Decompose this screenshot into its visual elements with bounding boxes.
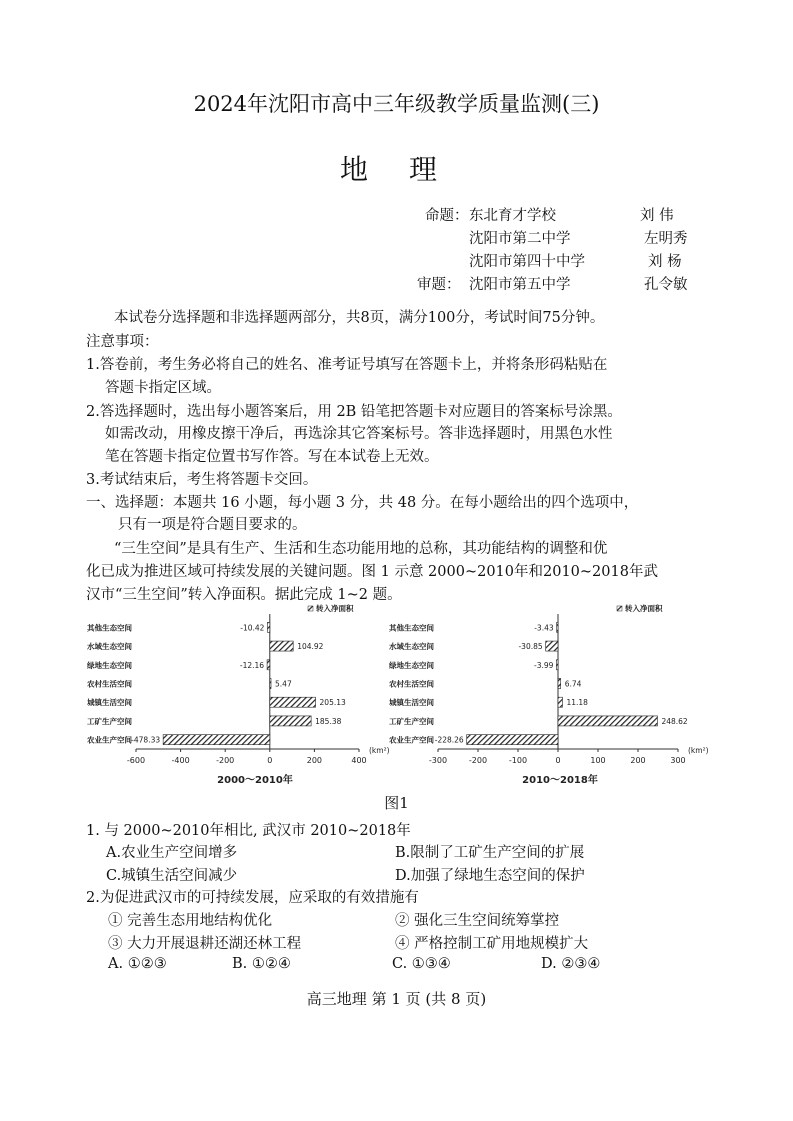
- data-label: -228.26: [434, 735, 464, 745]
- chart-2000-2010: [80, 606, 400, 786]
- q2-choice-c: C. ①③④: [392, 956, 451, 972]
- q1-option-a: A.农业生产空间增多: [106, 845, 238, 861]
- data-label: -10.42: [240, 623, 265, 633]
- x-tick-label: 0: [555, 756, 561, 765]
- data-label: 5.47: [275, 679, 292, 689]
- x-tick-label: 400: [351, 756, 367, 765]
- category-label: 水域生态空间: [389, 642, 434, 652]
- data-bar: [557, 622, 558, 632]
- staff-role: 命题：: [425, 208, 469, 224]
- staff-name: 孔令敏: [644, 277, 688, 293]
- data-label: 185.38: [315, 716, 342, 726]
- page-footer: 高三地理 第 1 页 (共 8 页): [306, 990, 487, 1008]
- data-label: 6.74: [564, 679, 582, 689]
- q2-choice-a: A. ①②③: [108, 956, 167, 972]
- unit-label: (km²): [369, 746, 390, 755]
- category-label: 绿地生态空间: [87, 660, 132, 670]
- x-tick-label: 300: [670, 756, 686, 765]
- q1-option-c: C.城镇生活空间减少: [106, 868, 238, 884]
- data-bar: [556, 660, 558, 670]
- data-bar: [163, 735, 270, 745]
- data-label: 248.62: [661, 716, 688, 726]
- q1-option-b: B.限制了工矿生产空间的扩展: [395, 845, 585, 861]
- category-label: 工矿生产空间: [87, 716, 132, 726]
- q2-choice-d: D. ②③④: [541, 956, 601, 972]
- note-line: 2.答选择题时，选出每小题答案后，用 2B 铅笔把答题卡对应题目的答案标号涂黑。: [86, 404, 622, 420]
- note-line: 3.考试结束后，考生将答题卡交回。: [86, 472, 318, 488]
- staff-school: 沈阳市第四十中学: [469, 254, 585, 270]
- category-label: 绿地生态空间: [389, 660, 434, 670]
- q2-statement: ③ 大力开展退耕还湖还林工程: [108, 936, 302, 952]
- data-bar: [546, 641, 558, 651]
- data-label: 104.92: [297, 642, 324, 652]
- note-line: 1.答卷前，考生务必将自己的姓名、准考证号填写在答题卡上，并将条形码粘贴在: [86, 357, 608, 373]
- x-tick-label: 200: [306, 756, 323, 765]
- x-tick-label: 200: [630, 756, 646, 765]
- legend-swatch: [308, 606, 313, 611]
- passage-line: 化已成为推进区域可持续发展的关键问题。图 1 示意 2000~2010年和2010~2018年武: [86, 564, 658, 580]
- data-label: -30.85: [518, 642, 543, 652]
- data-label: -3.43: [534, 623, 554, 633]
- q2-choice-b: B. ①②④: [232, 956, 291, 972]
- data-label: -478.33: [131, 735, 161, 745]
- intro-text: 本试卷分选择题和非选择题两部分，共8页，满分100分，考试时间75分钟。: [114, 310, 605, 326]
- staff-school: 沈阳市第五中学: [469, 277, 571, 293]
- staff-role: 审题：: [417, 277, 461, 293]
- category-label: 城镇生活空间: [389, 698, 434, 708]
- legend-label: 转入净面积: [625, 604, 663, 613]
- category-label: 农业生产空间: [389, 735, 434, 745]
- x-tick-label: -200: [216, 756, 235, 765]
- category-label: 其他生态空间: [389, 623, 434, 633]
- unit-label: (km²): [688, 746, 709, 755]
- data-bar: [467, 735, 558, 745]
- x-tick-label: 100: [590, 756, 606, 765]
- note-line: 如需改动，用橡皮擦干净后，再选涂其它答案标号。答非选择题时，用黑色水性: [105, 426, 613, 442]
- data-label: -12.16: [239, 660, 265, 670]
- section-heading: 只有一项是符合题目要求的。: [118, 517, 307, 533]
- category-label: 农村生活空间: [389, 679, 434, 689]
- category-label: 城镇生活空间: [87, 698, 132, 708]
- x-tick-label: 0: [267, 756, 273, 765]
- q2-statement: ② 强化三生空间统筹掌控: [395, 913, 560, 929]
- staff-school: 沈阳市第二中学: [469, 231, 571, 247]
- staff-name: 左明秀: [644, 231, 688, 247]
- data-bar: [558, 697, 562, 707]
- question-1-stem: 1. 与 2000~2010年相比, 武汉市 2010~2018年: [86, 823, 411, 839]
- chart-title: 2000～2010年: [217, 775, 293, 786]
- chart-2010-2018: [355, 606, 715, 786]
- category-label: 其他生态空间: [87, 623, 132, 633]
- x-tick-label: -600: [126, 756, 146, 765]
- data-bar: [270, 697, 316, 707]
- legend-swatch: [617, 606, 622, 611]
- data-bar: [270, 679, 271, 689]
- data-bar: [558, 716, 657, 726]
- q1-option-d: D.加强了绿地生态空间的保护: [395, 868, 585, 884]
- q2-statement: ④ 严格控制工矿用地规模扩大: [395, 936, 589, 952]
- data-bar: [558, 679, 561, 689]
- exam-title: 2024年沈阳市高中三年级教学质量监测(三): [193, 92, 600, 116]
- x-tick-label: -400: [171, 756, 190, 765]
- x-tick-label: -200: [468, 756, 488, 765]
- category-label: 农村生活空间: [87, 679, 132, 689]
- staff-school: 东北育才学校: [469, 208, 556, 224]
- staff-name: 刘 杨: [648, 254, 682, 270]
- category-label: 水域生态空间: [87, 642, 132, 652]
- section-heading: 一、选择题：本题共 16 小题，每小题 3 分，共 48 分。在每小题给出的四个选项中，: [86, 495, 639, 511]
- subject-title: 地 理: [340, 153, 453, 186]
- data-label: 11.18: [566, 698, 588, 708]
- staff-name: 刘 伟: [640, 208, 674, 224]
- data-bar: [267, 660, 270, 670]
- data-label: -3.99: [533, 660, 554, 670]
- chart-title: 2010～2018年: [522, 775, 598, 786]
- x-tick-label: -300: [428, 756, 448, 765]
- legend-label: 转入净面积: [316, 604, 354, 613]
- question-2-stem: 2.为促进武汉市的可持续发展，应采取的有效措施有: [86, 890, 419, 906]
- x-tick-label: -100: [508, 756, 528, 765]
- data-label: 205.13: [319, 698, 346, 708]
- data-bar: [270, 716, 311, 726]
- notes-title: 注意事项：: [86, 334, 159, 350]
- q2-statement: ① 完善生态用地结构优化: [108, 913, 273, 929]
- note-line: 笔在答题卡指定位置书写作答。写在本试卷上无效。: [105, 449, 439, 465]
- category-label: 农业生产空间: [87, 735, 132, 745]
- category-label: 工矿生产空间: [389, 716, 434, 726]
- note-line: 答题卡指定区域。: [105, 380, 221, 396]
- passage-line: 汉市“三生空间”转入净面积。据此完成 1~2 题。: [86, 587, 402, 603]
- data-bar: [267, 622, 269, 632]
- figure-label: 图1: [384, 794, 409, 812]
- passage-line: “三生空间”是具有生产、生活和生态功能用地的总称，其功能结构的调整和优: [114, 541, 608, 557]
- data-bar: [270, 641, 293, 651]
